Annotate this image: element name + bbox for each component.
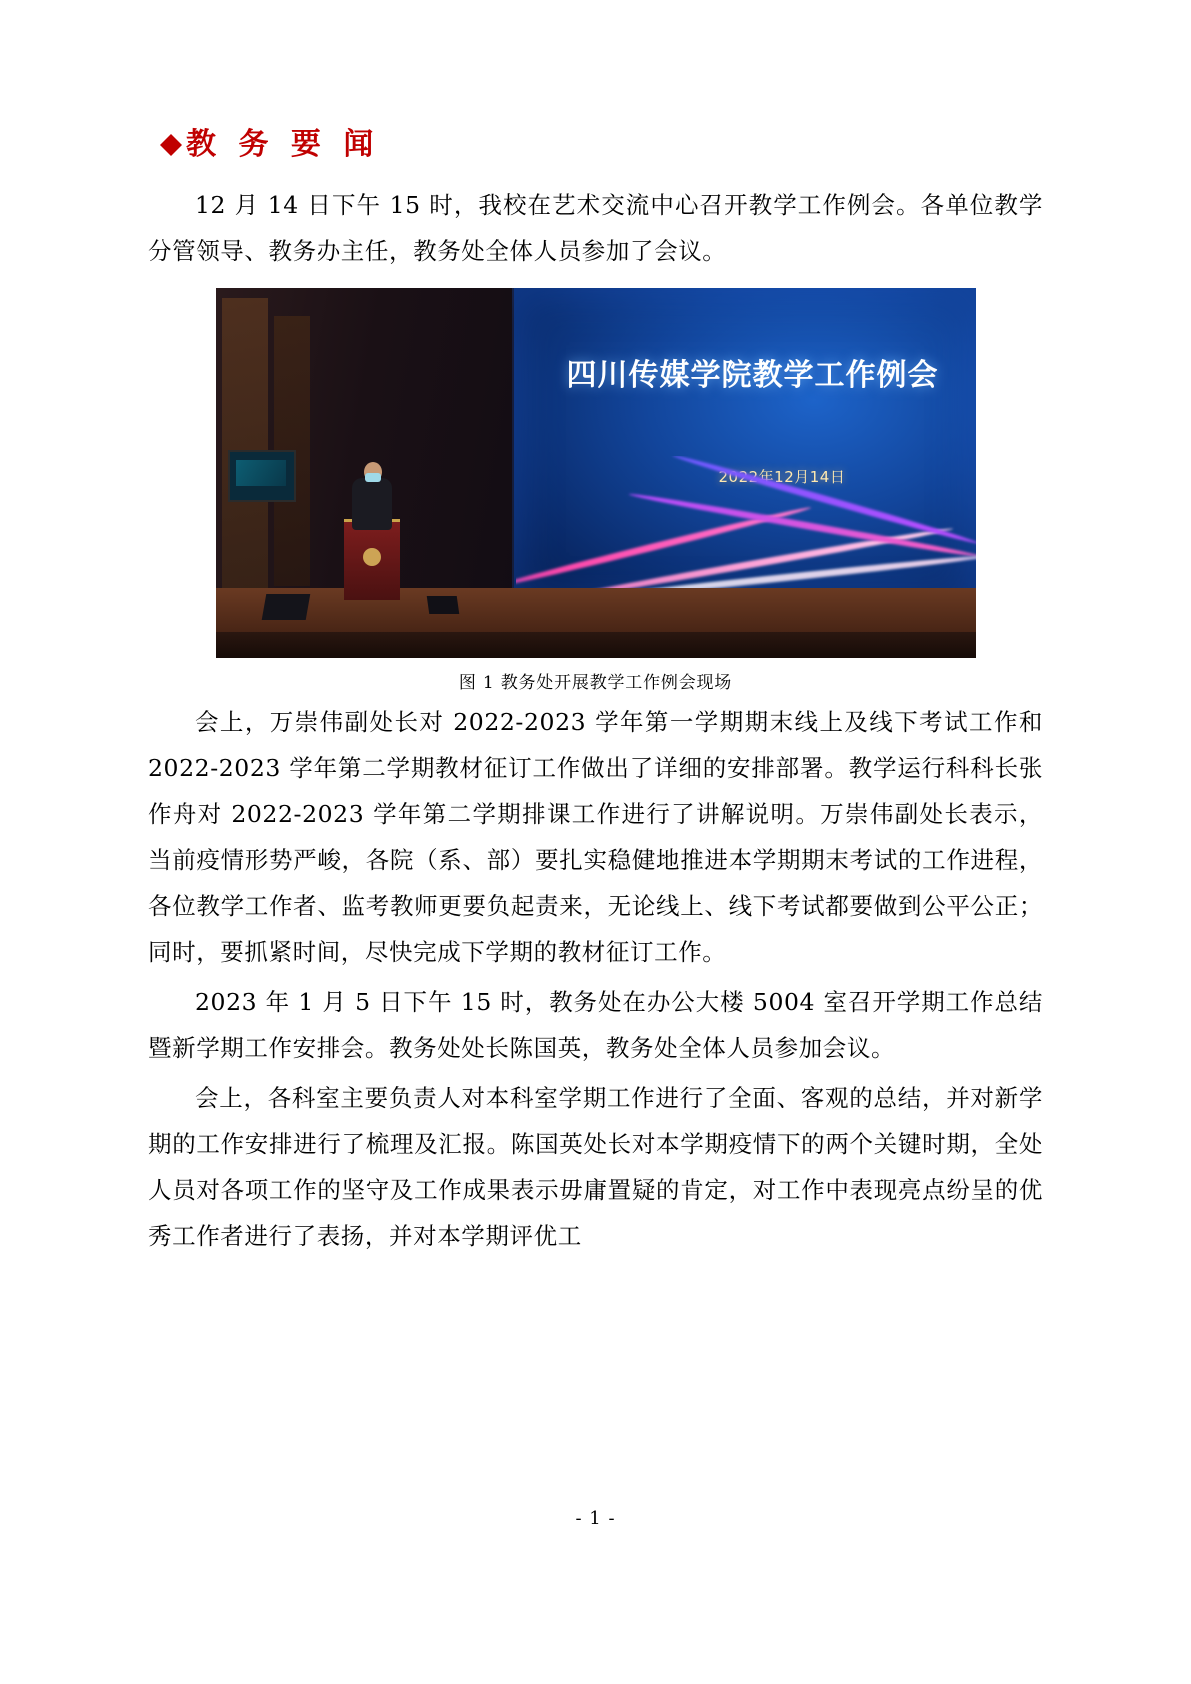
photo-podium (344, 519, 400, 600)
photo-screen-title: 四川传媒学院教学工作例会 (566, 358, 939, 393)
document-body (148, 127, 1043, 1263)
section-heading (160, 127, 1043, 162)
photo-stage-monitor (228, 450, 296, 502)
figure-caption: 图 1 教务处开展教学工作例会现场 (458, 673, 733, 693)
photo-stage-floor-edge (216, 632, 976, 658)
section-heading-label: 教 务 要 闻 (186, 127, 380, 162)
photo-screen-date: 2022年12月14日 (718, 468, 846, 486)
figure-block (148, 288, 1043, 693)
meeting-photo (216, 288, 976, 658)
photo-stage-loudspeaker (261, 594, 310, 620)
photo-wall-panel (222, 298, 268, 598)
photo-speaker-face-mask (365, 473, 381, 482)
paragraph-2: 会上，万崇伟副处长对 2022-2023 学年第一学期期末线上及线下考试工作和 2022-2023 学年第二学期教材征订工作做出了详细的安排部署。教学运行科科长张作舟对 2022-2023 学年第二学期排课工作进行了讲解说明。万崇伟副处长表示，当前疫情形势严峻，各院（系、部）要扎实稳健地推进本学期期末考试的工作进程，各位教学工作者、监考教师更要负起责来，无论线上、线下考试都要做到公平公正；同时，要抓紧时间，尽快完成下学期的教材征订工作。 (148, 708, 1043, 966)
diamond-bullet-icon (160, 123, 182, 145)
paragraph-4: 会上，各科室主要负责人对本科室学期工作进行了全面、客观的总结，并对新学期的工作安排进行了梳理及汇报。陈国英处长对本学期疫情下的两个关键时期，全处人员对各项工作的坚守及工作成果表示毋庸置疑的肯定，对工作中表现亮点纷呈的优秀工作者进行了表扬，并对本学期评优工 (148, 1084, 1043, 1250)
photo-screen-ribbons (516, 456, 976, 606)
photo-stage-loudspeaker-2 (426, 596, 459, 614)
photo-speaker-body (352, 478, 392, 530)
page-number: - 1 - (575, 1508, 616, 1529)
paragraph-3: 2023 年 1 月 5 日下午 15 时，教务处在办公大楼 5004 室召开学期工作总结暨新学期工作安排会。教务处处长陈国英，教务处全体人员参加会议。 (148, 988, 1043, 1062)
paragraph-1: 12 月 14 日下午 15 时，我校在艺术交流中心召开教学工作例会。各单位教学分管领导、教务办主任，教务处全体人员参加了会议。 (148, 191, 1043, 265)
